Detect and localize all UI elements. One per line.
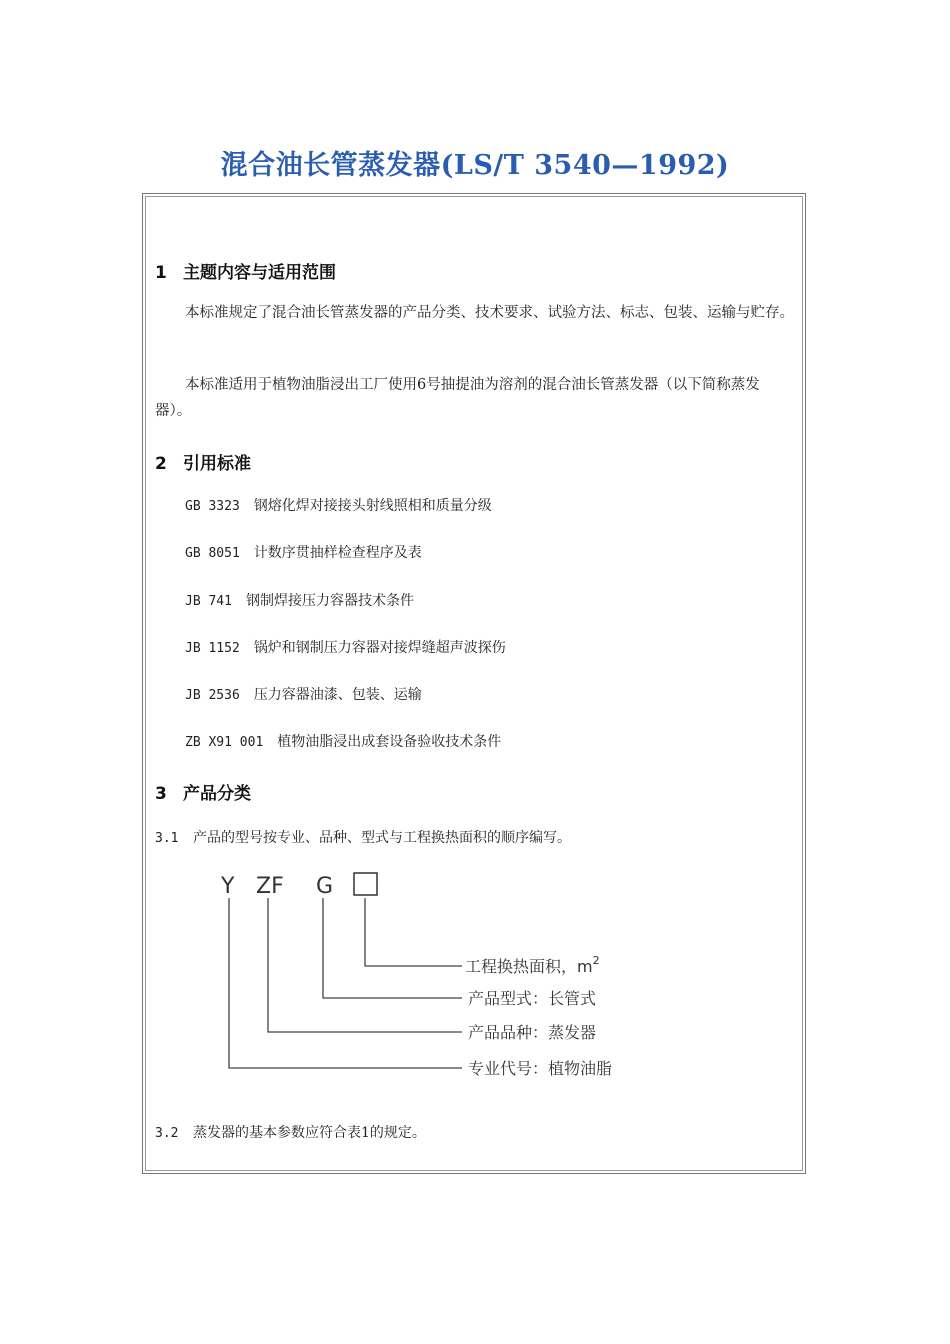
clause-3-2 bbox=[155, 1122, 426, 1142]
clause-text: 蒸发器的基本参数应符合表1的规定。 bbox=[193, 1125, 426, 1141]
clause-text: 产品的型号按专业、品种、型式与工程换热面积的顺序编写。 bbox=[193, 830, 571, 846]
reference-code: GB 3323 bbox=[185, 499, 240, 514]
section-title: 主题内容与适用范围 bbox=[183, 263, 336, 283]
reference-title: 压力容器油漆、包装、运输 bbox=[253, 687, 422, 703]
label-area: 工程换热面积，$m^2$ bbox=[465, 954, 600, 976]
section-number: 1 bbox=[155, 263, 167, 283]
letter-y: Y bbox=[221, 874, 235, 899]
reference-title: 钢熔化焊对接接头射线照相和质量分级 bbox=[253, 498, 492, 514]
section-number: 2 bbox=[155, 454, 167, 474]
reference-title: 计数序贯抽样检查程序及表 bbox=[253, 545, 422, 561]
section-1-heading bbox=[155, 258, 336, 283]
letter-g: G bbox=[316, 874, 334, 899]
section-title: 产品分类 bbox=[183, 784, 251, 804]
section-title: 引用标准 bbox=[183, 454, 251, 474]
reference-code: GB 8051 bbox=[185, 546, 240, 561]
scope-paragraph: 本标准规定了混合油长管蒸发器的产品分类、技术要求、试验方法、标志、包装、运输与贮存。 bbox=[185, 305, 794, 321]
reference-code: JB 741 bbox=[185, 594, 232, 609]
label-type: 产品型式：长管式 bbox=[468, 989, 597, 1008]
reference-item bbox=[185, 590, 414, 610]
reference-item bbox=[185, 731, 501, 751]
letter-zf: ZF bbox=[256, 874, 284, 899]
reference-title: 锅炉和钢制压力容器对接焊缝超声波探伤 bbox=[253, 640, 506, 656]
reference-title: 钢制焊接压力容器技术条件 bbox=[245, 593, 414, 609]
content-frame bbox=[142, 193, 806, 1174]
label-variety: 产品品种：蒸发器 bbox=[468, 1023, 597, 1042]
reference-item bbox=[185, 684, 422, 704]
section-number: 3 bbox=[155, 784, 167, 804]
page-title: 混合油长管蒸发器(LS/T 3540—1992) bbox=[220, 150, 730, 181]
section-2-heading bbox=[155, 449, 251, 474]
reference-code: JB 1152 bbox=[185, 641, 240, 656]
clause-3-1 bbox=[155, 827, 571, 847]
reference-code: JB 2536 bbox=[185, 688, 240, 703]
reference-code: ZB X91 001 bbox=[185, 735, 264, 750]
label-specialty: 专业代号：植物油脂 bbox=[468, 1059, 613, 1078]
reference-item bbox=[185, 542, 422, 562]
reference-item bbox=[185, 637, 506, 657]
section-3-heading bbox=[155, 779, 251, 804]
clause-number: 3.1 bbox=[155, 831, 179, 846]
applicability-paragraph: 本标准适用于植物油脂浸出工厂使用6号抽提油为溶剂的混合油长管蒸发器（以下简称蒸发器）。 bbox=[155, 377, 760, 419]
reference-item bbox=[185, 495, 492, 515]
reference-title: 植物油脂浸出成套设备验收技术条件 bbox=[277, 734, 502, 750]
clause-number: 3.2 bbox=[155, 1126, 179, 1141]
